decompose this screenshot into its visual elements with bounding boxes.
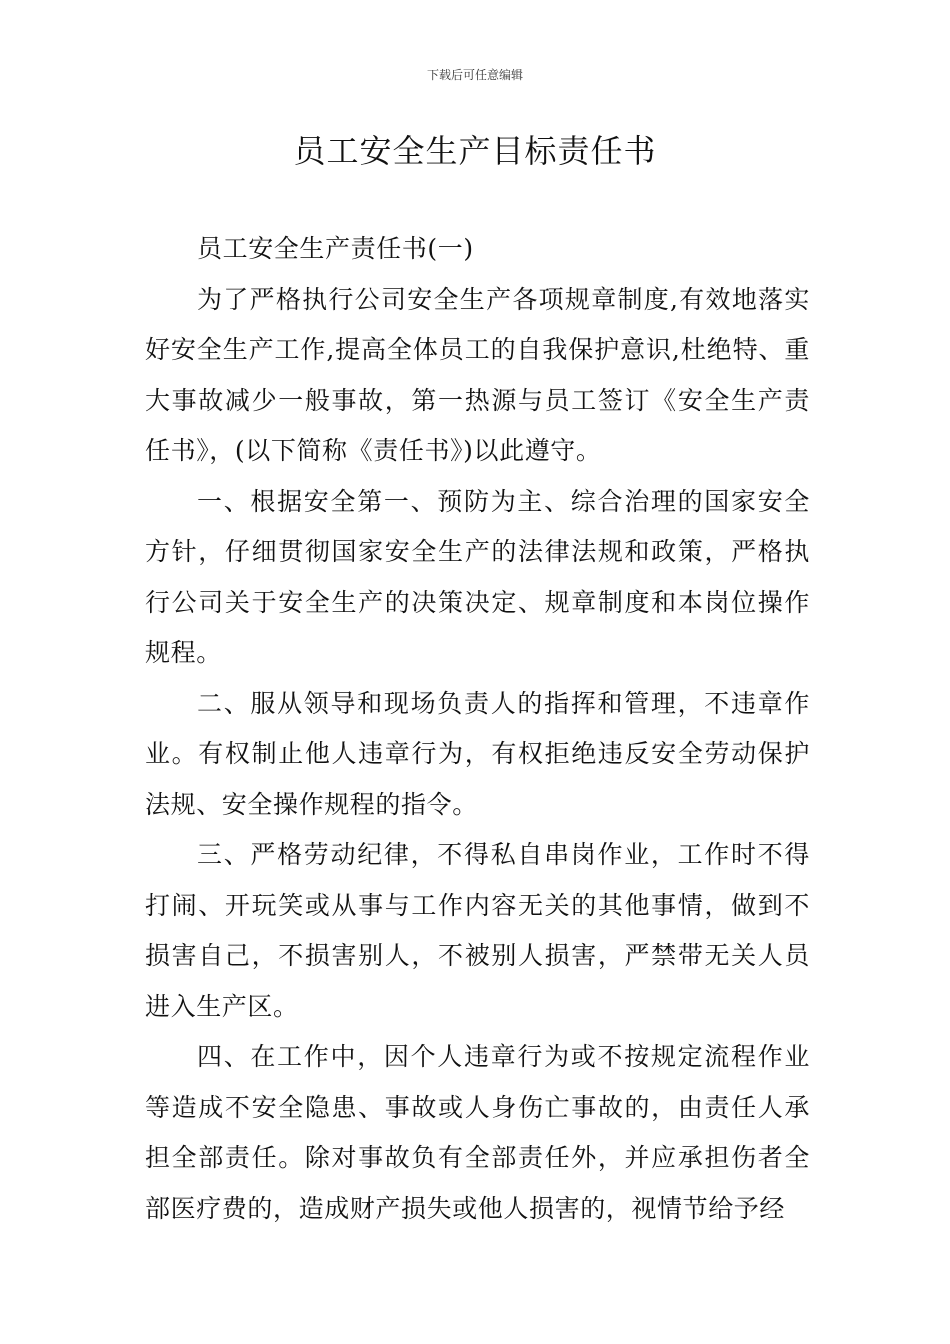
paragraph-clause-2: 二、服从领导和现场负责人的指挥和管理，不违章作业。有权制止他人违章行为，有权拒绝违反安全劳动保护法规、安全操作规程的指令。 <box>145 688 810 819</box>
paragraph-clause-3: 三、严格劳动纪律，不得私自串岗作业，工作时不得打闹、开玩笑或从事与工作内容无关的其他事情，做到不损害自己，不损害别人，不被别人损害，严禁带无关人员进入生产区。 <box>145 840 810 1021</box>
document-title: 员工安全生产目标责任书 <box>293 132 657 170</box>
paragraph-clause-4: 四、在工作中，因个人违章行为或不按规定流程作业等造成不安全隐患、事故或人身伤亡事故的，由责任人承担全部责任。除对事故负有全部责任外，并应承担伤者全部医疗费的，造成财产损失或他人损害的，视情节给予经 <box>145 1042 810 1223</box>
paragraph-subtitle: 员工安全生产责任书(一) <box>197 234 474 263</box>
paragraph-intro: 为了严格执行公司安全生产各项规章制度,有效地落实好安全生产工作,提高全体员工的自我保护意识,杜绝特、重大事故减少一般事故，第一热源与员工签订《安全生产责任书》，(以下简称《责任书》)以此遵守。 <box>145 284 810 465</box>
paragraph-clause-1: 一、根据安全第一、预防为主、综合治理的国家安全方针，仔细贯彻国家安全生产的法律法规和政策，严格执行公司关于安全生产的决策决定、规章制度和本岗位操作规程。 <box>145 486 810 667</box>
document-body <box>145 224 810 1234</box>
page-header-note: 下载后可任意编辑 <box>426 68 523 82</box>
